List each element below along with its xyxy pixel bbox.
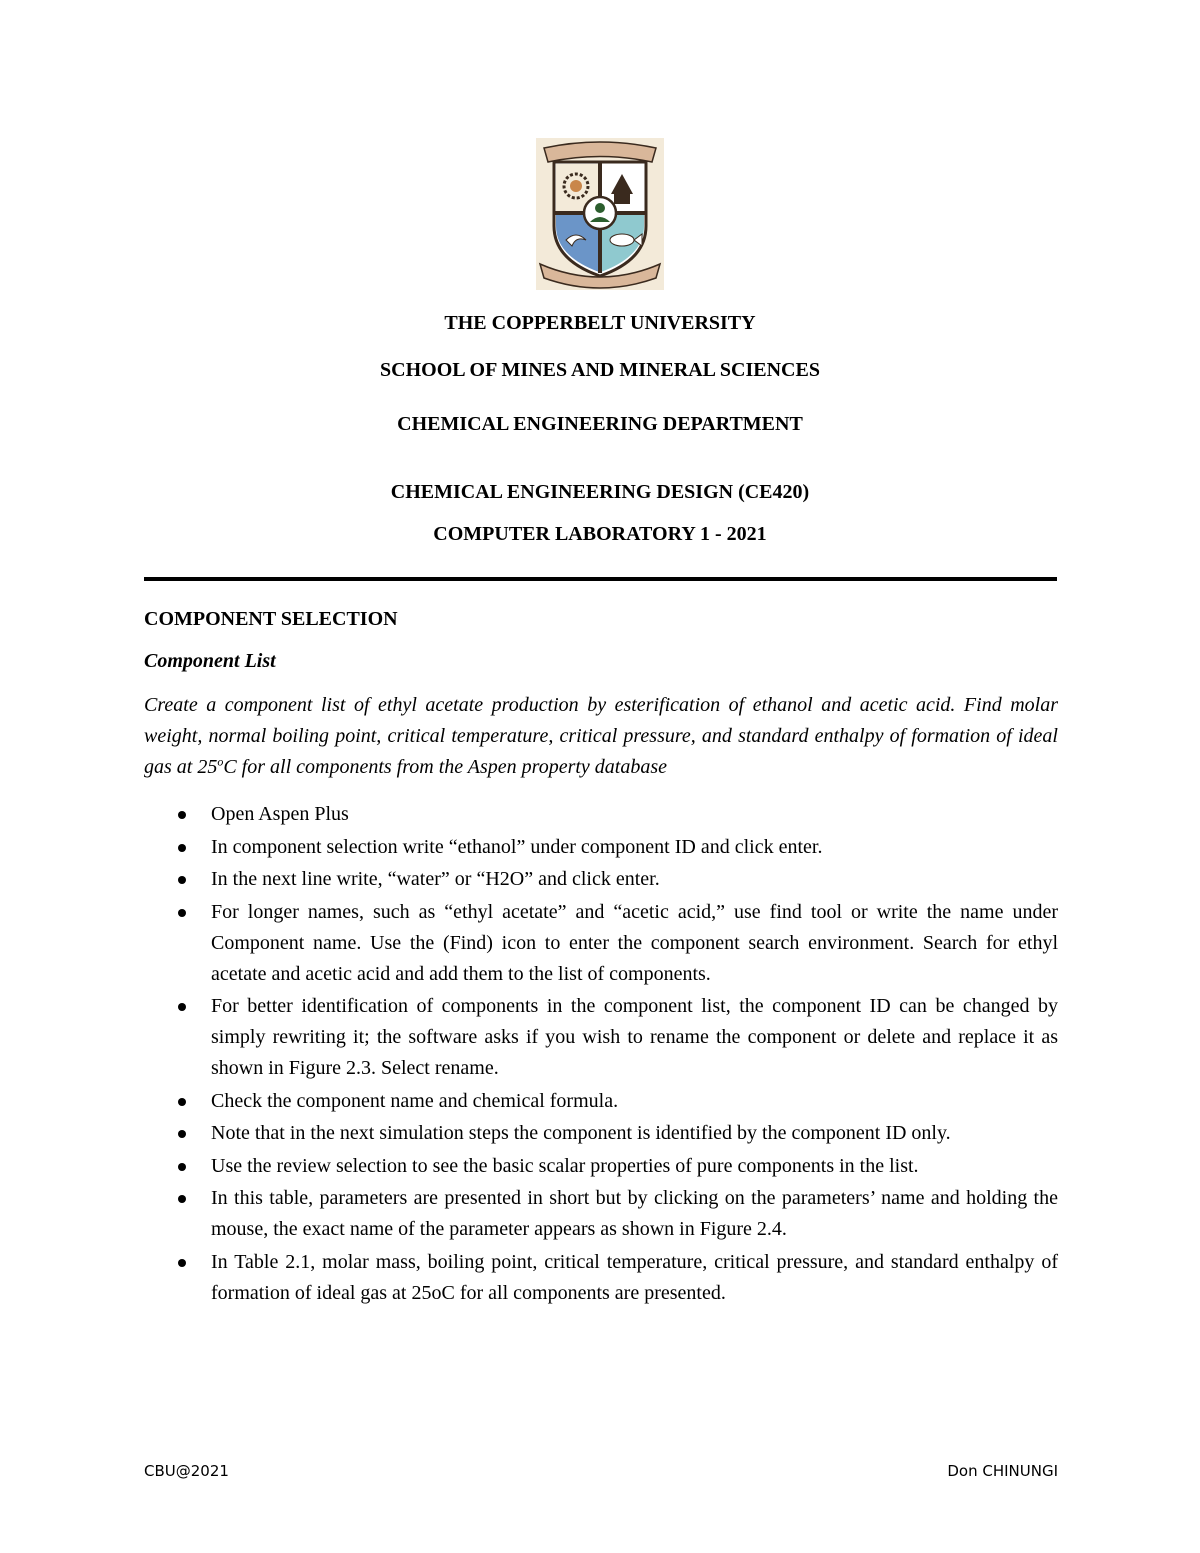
- bullet-icon: [178, 1195, 186, 1203]
- footer-copyright: CBU@2021: [144, 1462, 229, 1480]
- list-item: [144, 1247, 1058, 1309]
- university-name: THE COPPERBELT UNIVERSITY: [444, 312, 756, 334]
- list-item-text: In component selection write “ethanol” under component ID and click enter.: [211, 835, 823, 858]
- university-crest-logo: [536, 138, 664, 290]
- list-item: [144, 991, 1058, 1084]
- intro-text-end: C for all components from the Aspen property database: [223, 756, 668, 778]
- bullet-icon: [178, 876, 186, 884]
- list-item: [144, 1118, 1058, 1149]
- bullet-icon: [178, 844, 186, 852]
- list-item-text: In the next line write, “water” or “H2O” and click enter.: [211, 868, 660, 890]
- list-item-text: For longer names, such as “ethyl acetate” and “acetic acid,” use find tool or write the name under Component name. Use the (Find) icon to enter the component search environment. Search for ethyl acetate and acetic acid and add them to the list of components.: [211, 900, 1058, 985]
- list-item-text: Open Aspen Plus: [211, 803, 349, 825]
- bullet-icon: [178, 1003, 186, 1011]
- section-title: COMPONENT SELECTION: [144, 608, 398, 630]
- intro-paragraph: [144, 690, 1058, 783]
- list-item-text: For better identification of components in the component list, the component ID can be changed by simply rewriting it; the software asks if you wish to rename the component or delete and replace it as shown in Figure 2.3. Select rename.: [211, 995, 1058, 1079]
- list-item-text: Note that in the next simulation steps the component is identified by the component ID only.: [211, 1122, 951, 1144]
- list-item: [144, 897, 1058, 990]
- list-item: [144, 799, 1058, 830]
- bullet-icon: [178, 811, 186, 819]
- list-item: [144, 864, 1058, 895]
- list-item-text: Check the component name and chemical formula.: [211, 1089, 619, 1112]
- course-title: CHEMICAL ENGINEERING DESIGN (CE420): [390, 481, 810, 503]
- bullet-icon: [178, 1130, 186, 1138]
- footer-author: Don CHINUNGI: [947, 1462, 1058, 1480]
- list-item-text: In Table 2.1, molar mass, boiling point, critical temperature, critical pressure, and standard enthalpy of formation of ideal gas at 25oC for all components are presented.: [211, 1250, 1058, 1304]
- bullet-icon: [178, 1259, 186, 1267]
- header-divider: [144, 577, 1057, 581]
- intro-text: Create a component list of ethyl acetate production by esterification of ethanol and acetic acid. Find molar weight, normal boiling point, critical temperature, critical pressure, and standard enthalpy of formation of ideal gas at 25: [144, 694, 1058, 778]
- lab-title: COMPUTER LABORATORY 1 - 2021: [433, 523, 767, 545]
- list-item: [144, 1086, 1058, 1117]
- bullet-icon: [178, 909, 186, 917]
- school-name: SCHOOL OF MINES AND MINERAL SCIENCES: [380, 359, 820, 381]
- department-name: CHEMICAL ENGINEERING DEPARTMENT: [397, 413, 803, 435]
- section-subtitle: Component List: [144, 650, 276, 672]
- list-item-text: In this table, parameters are presented in short but by clicking on the parameters’ name and holding the mouse, the exact name of the parameter appears as shown in Figure 2.4.: [211, 1187, 1058, 1240]
- degree-superscript: o: [217, 754, 224, 769]
- list-item: [144, 832, 1058, 863]
- bullet-icon: [178, 1163, 186, 1171]
- bullet-icon: [178, 1098, 186, 1106]
- list-item: [144, 1183, 1058, 1245]
- list-item-text: Use the review selection to see the basic scalar properties of pure components in the list.: [211, 1154, 919, 1177]
- instruction-list: [144, 799, 1058, 1310]
- list-item: [144, 1151, 1058, 1182]
